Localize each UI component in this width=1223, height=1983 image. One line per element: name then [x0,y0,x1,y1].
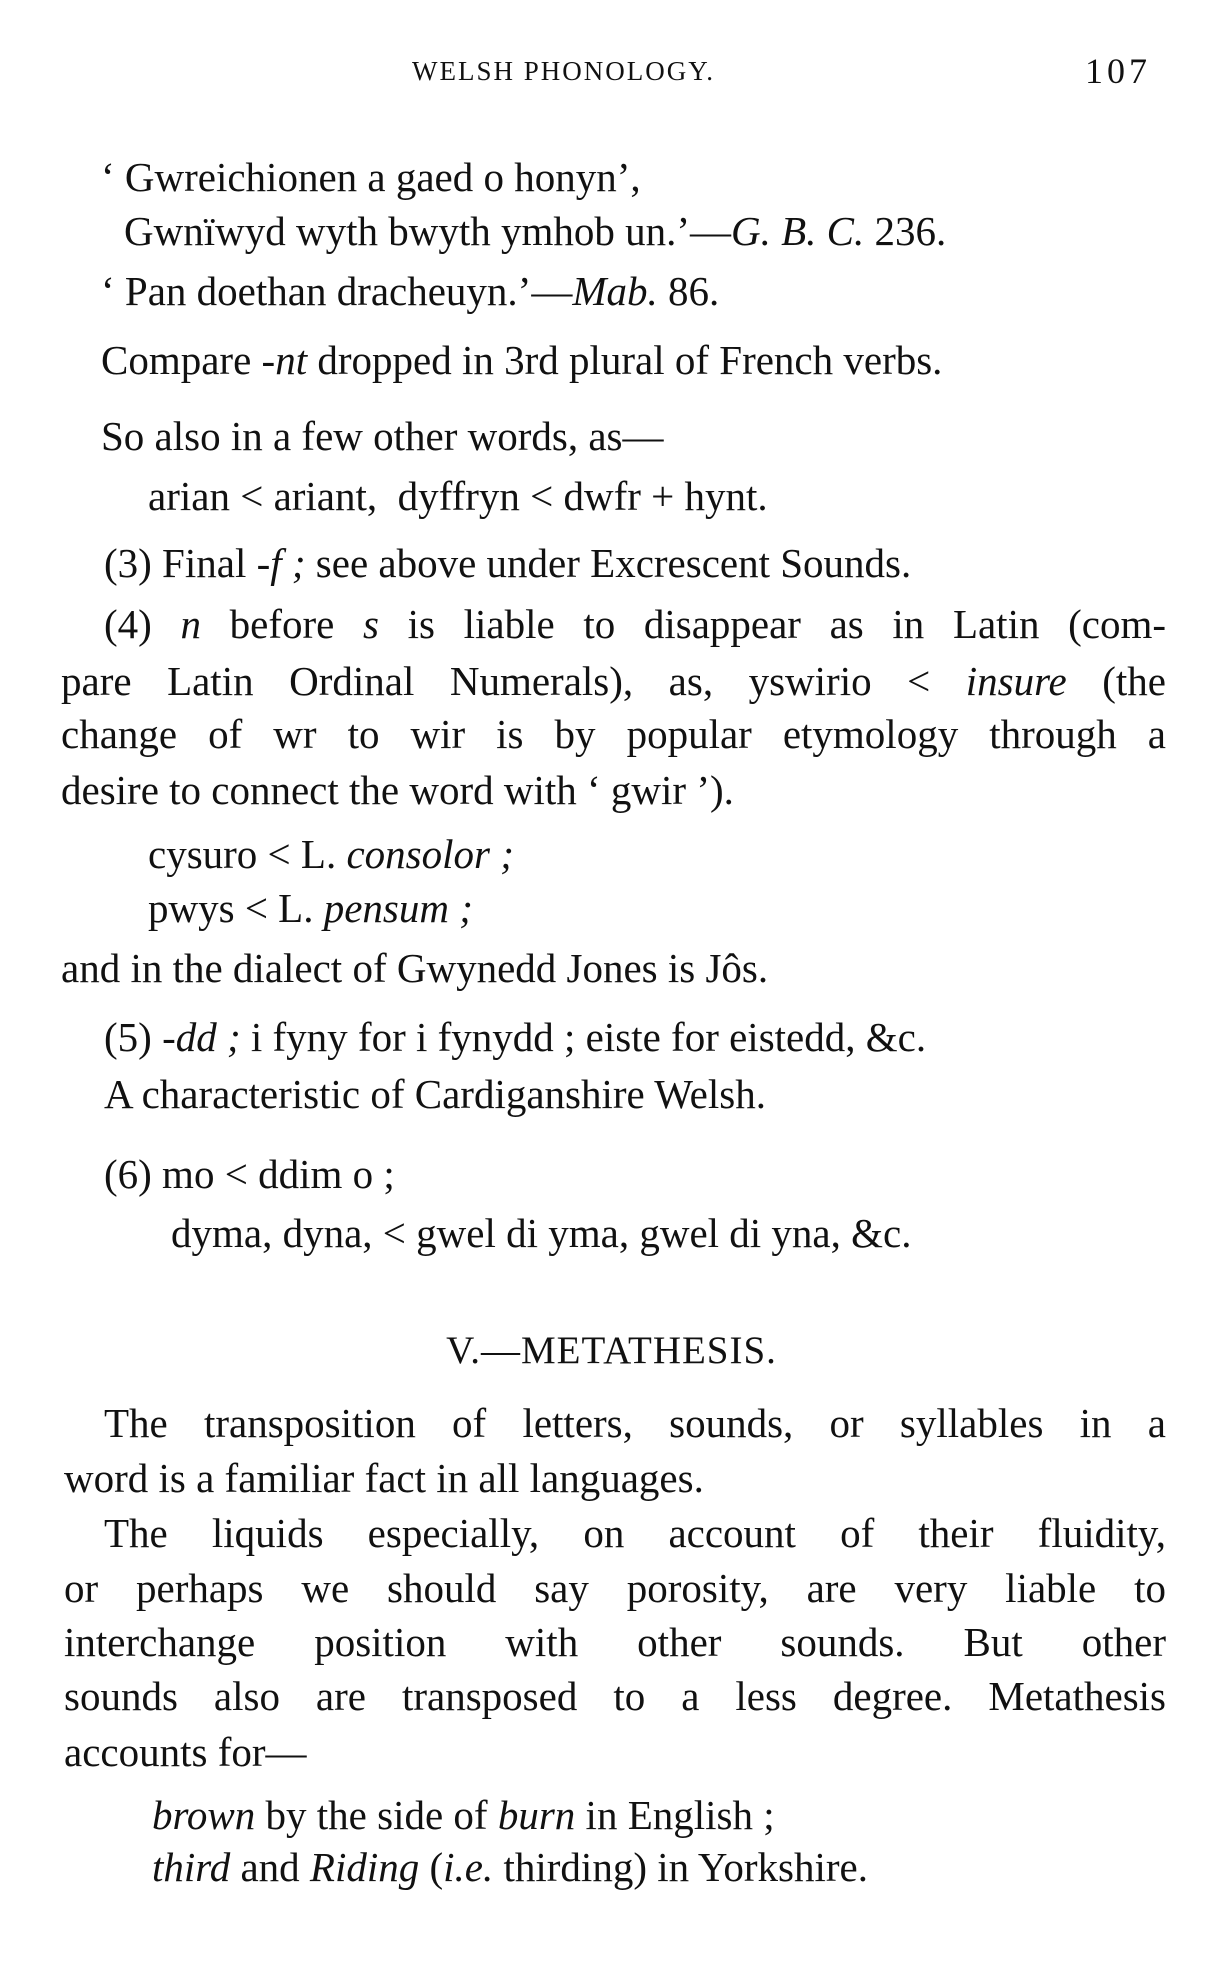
text-line: (4) n before s is liable to disappear as in Latin (com- [104,601,1167,647]
example-line: pwys < L. pensum ; [148,885,473,931]
paragraph-line: accounts for— [64,1729,307,1775]
paragraph-line: interchange position with other sounds. But other [64,1619,1166,1665]
text-line: So also in a few other words, as— [101,413,664,459]
text-line: (3) Final -f ; see above under Excrescent Sounds. [104,540,912,586]
quote-line: Gwnïwyd wyth bwyth ymhob un.’—G. B. C. 236. [124,208,947,254]
text-line: and in the dialect of Gwynedd Jones is Jôs. [61,945,769,991]
paragraph-line: The liquids especially, on account of their fluidity, [104,1510,1166,1556]
quote-line: ‘ Gwreichionen a gaed o honyn’, [101,154,641,200]
running-title: WELSH PHONOLOGY. [412,56,716,86]
paragraph-line: The transposition of letters, sounds, or syllables in a [104,1400,1166,1446]
page-number: 107 [1085,51,1151,91]
text-line: (5) -dd ; i fyny for i fynydd ; eiste for eistedd, &c. [104,1014,927,1060]
text-line: A characteristic of Cardiganshire Welsh. [104,1071,766,1117]
paragraph-line: sounds also are transposed to a less degree. Metathesis [64,1673,1166,1719]
quote-line: ‘ Pan doethan dracheuyn.’—Mab. 86. [101,268,720,314]
paragraph-line: word is a familiar fact in all languages. [64,1455,704,1501]
example-line: dyma, dyna, < gwel di yma, gwel di yna, &c. [171,1210,912,1256]
text-line: change of wr to wir is by popular etymology through a [61,711,1166,757]
section-heading: V.—METATHESIS. [446,1329,777,1372]
example-line: cysuro < L. consolor ; [148,831,514,877]
text-line: Compare -nt dropped in 3rd plural of French verbs. [101,337,943,383]
paragraph-line: or perhaps we should say porosity, are very liable to [64,1565,1166,1611]
text-line: pare Latin Ordinal Numerals), as, yswirio < insure (the [61,658,1166,704]
example-line: arian < ariant, dyffryn < dwfr + hynt. [148,473,768,519]
text-line: (6) mo < ddim o ; [104,1151,395,1197]
text-line: desire to connect the word with ‘ gwir ’). [61,767,734,813]
example-line: third and Riding (i.e. thirding) in Yorkshire. [152,1844,868,1890]
example-line: brown by the side of burn in English ; [152,1792,775,1838]
